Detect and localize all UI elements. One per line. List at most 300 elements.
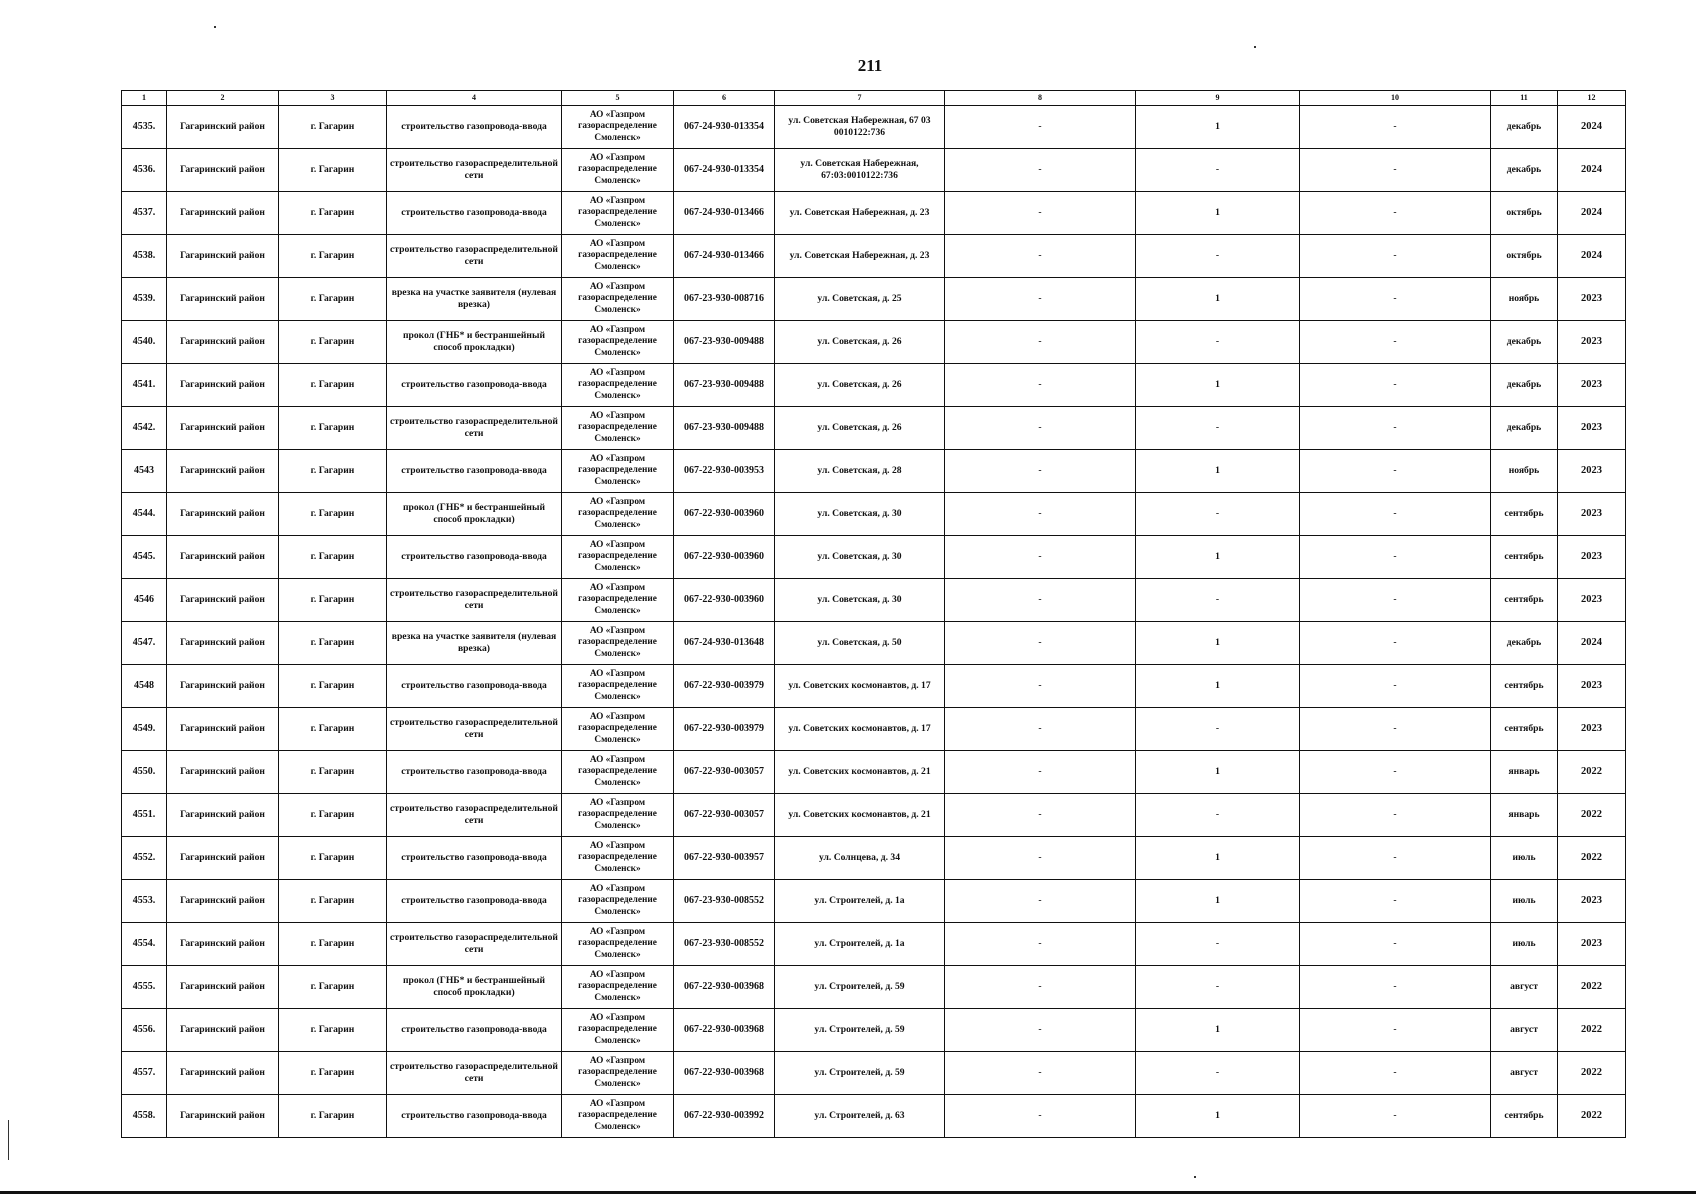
district-cell: Гагаринский район (167, 321, 279, 364)
city-cell: г. Гагарин (279, 1052, 387, 1095)
work-type-cell: строительство газораспределительной сети (387, 149, 562, 192)
row-number: 4549. (122, 708, 167, 751)
month-cell: декабрь (1491, 321, 1558, 364)
table-row (122, 665, 1626, 708)
table-row (122, 880, 1626, 923)
address-cell: ул. Советских космонавтов, д. 21 (775, 751, 945, 794)
registration-code-cell: 067-23-930-008552 (674, 923, 775, 966)
address-cell: ул. Советская, д. 28 (775, 450, 945, 493)
col8-cell: - (945, 751, 1136, 794)
organization-cell: АО «Газпром газораспределение Смоленск» (562, 794, 674, 837)
city-cell: г. Гагарин (279, 407, 387, 450)
table-row (122, 966, 1626, 1009)
work-type-cell: строительство газораспределительной сети (387, 579, 562, 622)
address-cell: ул. Советская, д. 50 (775, 622, 945, 665)
district-cell: Гагаринский район (167, 192, 279, 235)
year-cell: 2024 (1558, 149, 1626, 192)
organization-cell: АО «Газпром газораспределение Смоленск» (562, 321, 674, 364)
city-cell: г. Гагарин (279, 149, 387, 192)
column-header-12: 12 (1558, 91, 1626, 106)
table-row (122, 364, 1626, 407)
month-cell: декабрь (1491, 149, 1558, 192)
district-cell: Гагаринский район (167, 1009, 279, 1052)
registration-code-cell: 067-22-930-003968 (674, 1052, 775, 1095)
organization-cell: АО «Газпром газораспределение Смоленск» (562, 1009, 674, 1052)
col8-cell: - (945, 708, 1136, 751)
scan-speck (214, 26, 216, 28)
month-cell: сентябрь (1491, 536, 1558, 579)
table-row (122, 278, 1626, 321)
month-cell: октябрь (1491, 192, 1558, 235)
col10-cell: - (1300, 966, 1491, 1009)
column-header-1: 1 (122, 91, 167, 106)
year-cell: 2023 (1558, 579, 1626, 622)
registration-code-cell: 067-22-930-003960 (674, 579, 775, 622)
table-row (122, 536, 1626, 579)
district-cell: Гагаринский район (167, 278, 279, 321)
organization-cell: АО «Газпром газораспределение Смоленск» (562, 407, 674, 450)
registration-code-cell: 067-23-930-009488 (674, 364, 775, 407)
work-type-cell: строительство газораспределительной сети (387, 235, 562, 278)
col10-cell: - (1300, 622, 1491, 665)
page-bottom-rule (0, 1191, 1696, 1194)
column-header-5: 5 (562, 91, 674, 106)
table-row (122, 708, 1626, 751)
work-type-cell: строительство газопровода-ввода (387, 751, 562, 794)
month-cell: сентябрь (1491, 665, 1558, 708)
column-header-6: 6 (674, 91, 775, 106)
table-row (122, 407, 1626, 450)
table-row (122, 579, 1626, 622)
scan-speck (8, 1120, 9, 1160)
city-cell: г. Гагарин (279, 536, 387, 579)
table-row (122, 106, 1626, 149)
work-type-cell: строительство газораспределительной сети (387, 923, 562, 966)
col8-cell: - (945, 880, 1136, 923)
month-cell: август (1491, 1009, 1558, 1052)
col8-cell: - (945, 1095, 1136, 1138)
row-number: 4543 (122, 450, 167, 493)
organization-cell: АО «Газпром газораспределение Смоленск» (562, 493, 674, 536)
row-number: 4535. (122, 106, 167, 149)
district-cell: Гагаринский район (167, 794, 279, 837)
col8-cell: - (945, 579, 1136, 622)
row-number: 4552. (122, 837, 167, 880)
register-table (121, 90, 1626, 1138)
registration-code-cell: 067-23-930-009488 (674, 407, 775, 450)
city-cell: г. Гагарин (279, 751, 387, 794)
year-cell: 2024 (1558, 192, 1626, 235)
city-cell: г. Гагарин (279, 708, 387, 751)
col10-cell: - (1300, 321, 1491, 364)
district-cell: Гагаринский район (167, 149, 279, 192)
city-cell: г. Гагарин (279, 1009, 387, 1052)
organization-cell: АО «Газпром газораспределение Смоленск» (562, 880, 674, 923)
year-cell: 2023 (1558, 450, 1626, 493)
city-cell: г. Гагарин (279, 106, 387, 149)
registration-code-cell: 067-22-930-003992 (674, 1095, 775, 1138)
scan-speck (1254, 46, 1256, 48)
district-cell: Гагаринский район (167, 364, 279, 407)
organization-cell: АО «Газпром газораспределение Смоленск» (562, 536, 674, 579)
col8-cell: - (945, 837, 1136, 880)
organization-cell: АО «Газпром газораспределение Смоленск» (562, 708, 674, 751)
city-cell: г. Гагарин (279, 278, 387, 321)
month-cell: январь (1491, 751, 1558, 794)
address-cell: ул. Советская Набережная, д. 23 (775, 192, 945, 235)
column-header-10: 10 (1300, 91, 1491, 106)
row-number: 4537. (122, 192, 167, 235)
address-cell: ул. Советская, д. 25 (775, 278, 945, 321)
col8-cell: - (945, 235, 1136, 278)
col8-cell: - (945, 149, 1136, 192)
work-type-cell: врезка на участке заявителя (нулевая врезка) (387, 622, 562, 665)
row-number: 4541. (122, 364, 167, 407)
table-row (122, 1095, 1626, 1138)
year-cell: 2024 (1558, 106, 1626, 149)
work-type-cell: строительство газопровода-ввода (387, 837, 562, 880)
year-cell: 2023 (1558, 923, 1626, 966)
district-cell: Гагаринский район (167, 966, 279, 1009)
page-number: 211 (857, 56, 883, 75)
work-type-cell: строительство газораспределительной сети (387, 407, 562, 450)
row-number: 4550. (122, 751, 167, 794)
col10-cell: - (1300, 278, 1491, 321)
month-cell: декабрь (1491, 106, 1558, 149)
address-cell: ул. Советская, д. 30 (775, 579, 945, 622)
col9-cell: 1 (1136, 880, 1300, 923)
col10-cell: - (1300, 235, 1491, 278)
year-cell: 2022 (1558, 1009, 1626, 1052)
year-cell: 2023 (1558, 493, 1626, 536)
row-number: 4540. (122, 321, 167, 364)
city-cell: г. Гагарин (279, 1095, 387, 1138)
registration-code-cell: 067-22-930-003968 (674, 966, 775, 1009)
col10-cell: - (1300, 149, 1491, 192)
row-number: 4557. (122, 1052, 167, 1095)
col9-cell: 1 (1136, 837, 1300, 880)
address-cell: ул. Строителей, д. 1а (775, 923, 945, 966)
year-cell: 2022 (1558, 794, 1626, 837)
city-cell: г. Гагарин (279, 493, 387, 536)
year-cell: 2023 (1558, 321, 1626, 364)
row-number: 4547. (122, 622, 167, 665)
city-cell: г. Гагарин (279, 923, 387, 966)
col10-cell: - (1300, 536, 1491, 579)
col10-cell: - (1300, 1009, 1491, 1052)
city-cell: г. Гагарин (279, 364, 387, 407)
row-number: 4551. (122, 794, 167, 837)
col10-cell: - (1300, 665, 1491, 708)
col8-cell: - (945, 106, 1136, 149)
table-row (122, 1052, 1626, 1095)
row-number: 4539. (122, 278, 167, 321)
col9-cell: - (1136, 235, 1300, 278)
year-cell: 2022 (1558, 837, 1626, 880)
work-type-cell: строительство газораспределительной сети (387, 708, 562, 751)
year-cell: 2023 (1558, 278, 1626, 321)
year-cell: 2023 (1558, 708, 1626, 751)
organization-cell: АО «Газпром газораспределение Смоленск» (562, 1052, 674, 1095)
table-row (122, 192, 1626, 235)
col10-cell: - (1300, 450, 1491, 493)
year-cell: 2023 (1558, 364, 1626, 407)
col10-cell: - (1300, 708, 1491, 751)
work-type-cell: строительство газопровода-ввода (387, 106, 562, 149)
col9-cell: - (1136, 708, 1300, 751)
year-cell: 2022 (1558, 1052, 1626, 1095)
col8-cell: - (945, 450, 1136, 493)
address-cell: ул. Советская Набережная, д. 23 (775, 235, 945, 278)
col8-cell: - (945, 407, 1136, 450)
col9-cell: - (1136, 321, 1300, 364)
district-cell: Гагаринский район (167, 536, 279, 579)
organization-cell: АО «Газпром газораспределение Смоленск» (562, 579, 674, 622)
registration-code-cell: 067-22-930-003057 (674, 751, 775, 794)
row-number: 4542. (122, 407, 167, 450)
year-cell: 2023 (1558, 536, 1626, 579)
district-cell: Гагаринский район (167, 708, 279, 751)
city-cell: г. Гагарин (279, 235, 387, 278)
address-cell: ул. Строителей, д. 59 (775, 966, 945, 1009)
month-cell: сентябрь (1491, 708, 1558, 751)
district-cell: Гагаринский район (167, 665, 279, 708)
address-cell: ул. Советская Набережная, 67:03:0010122:736 (775, 149, 945, 192)
address-cell: ул. Советская, д. 30 (775, 493, 945, 536)
district-cell: Гагаринский район (167, 1095, 279, 1138)
district-cell: Гагаринский район (167, 923, 279, 966)
col9-cell: 1 (1136, 536, 1300, 579)
col8-cell: - (945, 192, 1136, 235)
col9-cell: 1 (1136, 622, 1300, 665)
table-row (122, 837, 1626, 880)
col10-cell: - (1300, 1095, 1491, 1138)
table-row (122, 450, 1626, 493)
registration-code-cell: 067-22-930-003960 (674, 536, 775, 579)
district-cell: Гагаринский район (167, 106, 279, 149)
organization-cell: АО «Газпром газораспределение Смоленск» (562, 966, 674, 1009)
year-cell: 2023 (1558, 880, 1626, 923)
organization-cell: АО «Газпром газораспределение Смоленск» (562, 923, 674, 966)
organization-cell: АО «Газпром газораспределение Смоленск» (562, 622, 674, 665)
month-cell: январь (1491, 794, 1558, 837)
organization-cell: АО «Газпром газораспределение Смоленск» (562, 278, 674, 321)
organization-cell: АО «Газпром газораспределение Смоленск» (562, 106, 674, 149)
work-type-cell: строительство газопровода-ввода (387, 536, 562, 579)
col9-cell: 1 (1136, 364, 1300, 407)
district-cell: Гагаринский район (167, 493, 279, 536)
district-cell: Гагаринский район (167, 751, 279, 794)
work-type-cell: строительство газораспределительной сети (387, 794, 562, 837)
city-cell: г. Гагарин (279, 321, 387, 364)
col10-cell: - (1300, 106, 1491, 149)
year-cell: 2023 (1558, 407, 1626, 450)
registration-code-cell: 067-24-930-013648 (674, 622, 775, 665)
col10-cell: - (1300, 192, 1491, 235)
row-number: 4553. (122, 880, 167, 923)
col9-cell: - (1136, 579, 1300, 622)
table-row (122, 235, 1626, 278)
organization-cell: АО «Газпром газораспределение Смоленск» (562, 149, 674, 192)
row-number: 4554. (122, 923, 167, 966)
month-cell: сентябрь (1491, 493, 1558, 536)
col10-cell: - (1300, 1052, 1491, 1095)
year-cell: 2024 (1558, 235, 1626, 278)
table-row (122, 149, 1626, 192)
col9-cell: 1 (1136, 751, 1300, 794)
city-cell: г. Гагарин (279, 192, 387, 235)
col10-cell: - (1300, 579, 1491, 622)
address-cell: ул. Советских космонавтов, д. 17 (775, 708, 945, 751)
organization-cell: АО «Газпром газораспределение Смоленск» (562, 751, 674, 794)
row-number: 4558. (122, 1095, 167, 1138)
column-header-7: 7 (775, 91, 945, 106)
work-type-cell: прокол (ГНБ* и бестраншейный способ прокладки) (387, 321, 562, 364)
year-cell: 2022 (1558, 751, 1626, 794)
month-cell: сентябрь (1491, 579, 1558, 622)
registration-code-cell: 067-22-930-003979 (674, 665, 775, 708)
col8-cell: - (945, 321, 1136, 364)
column-header-4: 4 (387, 91, 562, 106)
year-cell: 2024 (1558, 622, 1626, 665)
month-cell: август (1491, 1052, 1558, 1095)
work-type-cell: строительство газопровода-ввода (387, 364, 562, 407)
organization-cell: АО «Газпром газораспределение Смоленск» (562, 1095, 674, 1138)
district-cell: Гагаринский район (167, 837, 279, 880)
district-cell: Гагаринский район (167, 579, 279, 622)
row-number: 4544. (122, 493, 167, 536)
city-cell: г. Гагарин (279, 837, 387, 880)
scan-speck (1194, 1176, 1196, 1178)
city-cell: г. Гагарин (279, 579, 387, 622)
row-number: 4538. (122, 235, 167, 278)
col8-cell: - (945, 966, 1136, 1009)
month-cell: июль (1491, 837, 1558, 880)
work-type-cell: строительство газопровода-ввода (387, 880, 562, 923)
month-cell: июль (1491, 880, 1558, 923)
registration-code-cell: 067-22-930-003953 (674, 450, 775, 493)
year-cell: 2022 (1558, 1095, 1626, 1138)
district-cell: Гагаринский район (167, 622, 279, 665)
district-cell: Гагаринский район (167, 880, 279, 923)
col10-cell: - (1300, 837, 1491, 880)
col9-cell: - (1136, 794, 1300, 837)
col9-cell: - (1136, 493, 1300, 536)
registration-code-cell: 067-24-930-013354 (674, 106, 775, 149)
col9-cell: 1 (1136, 450, 1300, 493)
col8-cell: - (945, 1052, 1136, 1095)
col9-cell: - (1136, 407, 1300, 450)
address-cell: ул. Советская, д. 26 (775, 321, 945, 364)
registration-code-cell: 067-23-930-008716 (674, 278, 775, 321)
col8-cell: - (945, 364, 1136, 407)
column-header-3: 3 (279, 91, 387, 106)
district-cell: Гагаринский район (167, 450, 279, 493)
col8-cell: - (945, 536, 1136, 579)
registration-code-cell: 067-22-930-003057 (674, 794, 775, 837)
address-cell: ул. Строителей, д. 59 (775, 1052, 945, 1095)
work-type-cell: прокол (ГНБ* и бестраншейный способ прокладки) (387, 966, 562, 1009)
col9-cell: - (1136, 1052, 1300, 1095)
work-type-cell: врезка на участке заявителя (нулевая врезка) (387, 278, 562, 321)
month-cell: июль (1491, 923, 1558, 966)
col10-cell: - (1300, 751, 1491, 794)
address-cell: ул. Советских космонавтов, д. 17 (775, 665, 945, 708)
row-number: 4545. (122, 536, 167, 579)
city-cell: г. Гагарин (279, 665, 387, 708)
column-header-8: 8 (945, 91, 1136, 106)
address-cell: ул. Строителей, д. 63 (775, 1095, 945, 1138)
col10-cell: - (1300, 880, 1491, 923)
address-cell: ул. Советская, д. 26 (775, 364, 945, 407)
district-cell: Гагаринский район (167, 1052, 279, 1095)
year-cell: 2022 (1558, 966, 1626, 1009)
registration-code-cell: 067-22-930-003979 (674, 708, 775, 751)
col9-cell: 1 (1136, 665, 1300, 708)
organization-cell: АО «Газпром газораспределение Смоленск» (562, 192, 674, 235)
col9-cell: 1 (1136, 1009, 1300, 1052)
col9-cell: 1 (1136, 106, 1300, 149)
city-cell: г. Гагарин (279, 880, 387, 923)
address-cell: ул. Советская, д. 26 (775, 407, 945, 450)
col8-cell: - (945, 1009, 1136, 1052)
organization-cell: АО «Газпром газораспределение Смоленск» (562, 235, 674, 278)
col9-cell: 1 (1136, 1095, 1300, 1138)
month-cell: сентябрь (1491, 1095, 1558, 1138)
col9-cell: 1 (1136, 192, 1300, 235)
col10-cell: - (1300, 923, 1491, 966)
registration-code-cell: 067-22-930-003968 (674, 1009, 775, 1052)
month-cell: октябрь (1491, 235, 1558, 278)
row-number: 4556. (122, 1009, 167, 1052)
registration-code-cell: 067-23-930-008552 (674, 880, 775, 923)
col9-cell: - (1136, 923, 1300, 966)
work-type-cell: строительство газопровода-ввода (387, 1095, 562, 1138)
col10-cell: - (1300, 364, 1491, 407)
table-row (122, 751, 1626, 794)
registration-code-cell: 067-23-930-009488 (674, 321, 775, 364)
district-cell: Гагаринский район (167, 235, 279, 278)
table-row (122, 794, 1626, 837)
row-number: 4548 (122, 665, 167, 708)
col10-cell: - (1300, 794, 1491, 837)
city-cell: г. Гагарин (279, 622, 387, 665)
col9-cell: - (1136, 966, 1300, 1009)
work-type-cell: строительство газопровода-ввода (387, 665, 562, 708)
month-cell: декабрь (1491, 407, 1558, 450)
address-cell: ул. Строителей, д. 1а (775, 880, 945, 923)
col9-cell: 1 (1136, 278, 1300, 321)
month-cell: ноябрь (1491, 278, 1558, 321)
address-cell: ул. Советских космонавтов, д. 21 (775, 794, 945, 837)
col8-cell: - (945, 622, 1136, 665)
col10-cell: - (1300, 407, 1491, 450)
work-type-cell: строительство газопровода-ввода (387, 450, 562, 493)
city-cell: г. Гагарин (279, 794, 387, 837)
col10-cell: - (1300, 493, 1491, 536)
row-number: 4555. (122, 966, 167, 1009)
organization-cell: АО «Газпром газораспределение Смоленск» (562, 450, 674, 493)
registration-code-cell: 067-24-930-013466 (674, 235, 775, 278)
column-header-9: 9 (1136, 91, 1300, 106)
table-row (122, 1009, 1626, 1052)
table-row (122, 923, 1626, 966)
registration-code-cell: 067-24-930-013466 (674, 192, 775, 235)
column-header-11: 11 (1491, 91, 1558, 106)
col8-cell: - (945, 923, 1136, 966)
address-cell: ул. Советская, д. 30 (775, 536, 945, 579)
registration-code-cell: 067-22-930-003957 (674, 837, 775, 880)
